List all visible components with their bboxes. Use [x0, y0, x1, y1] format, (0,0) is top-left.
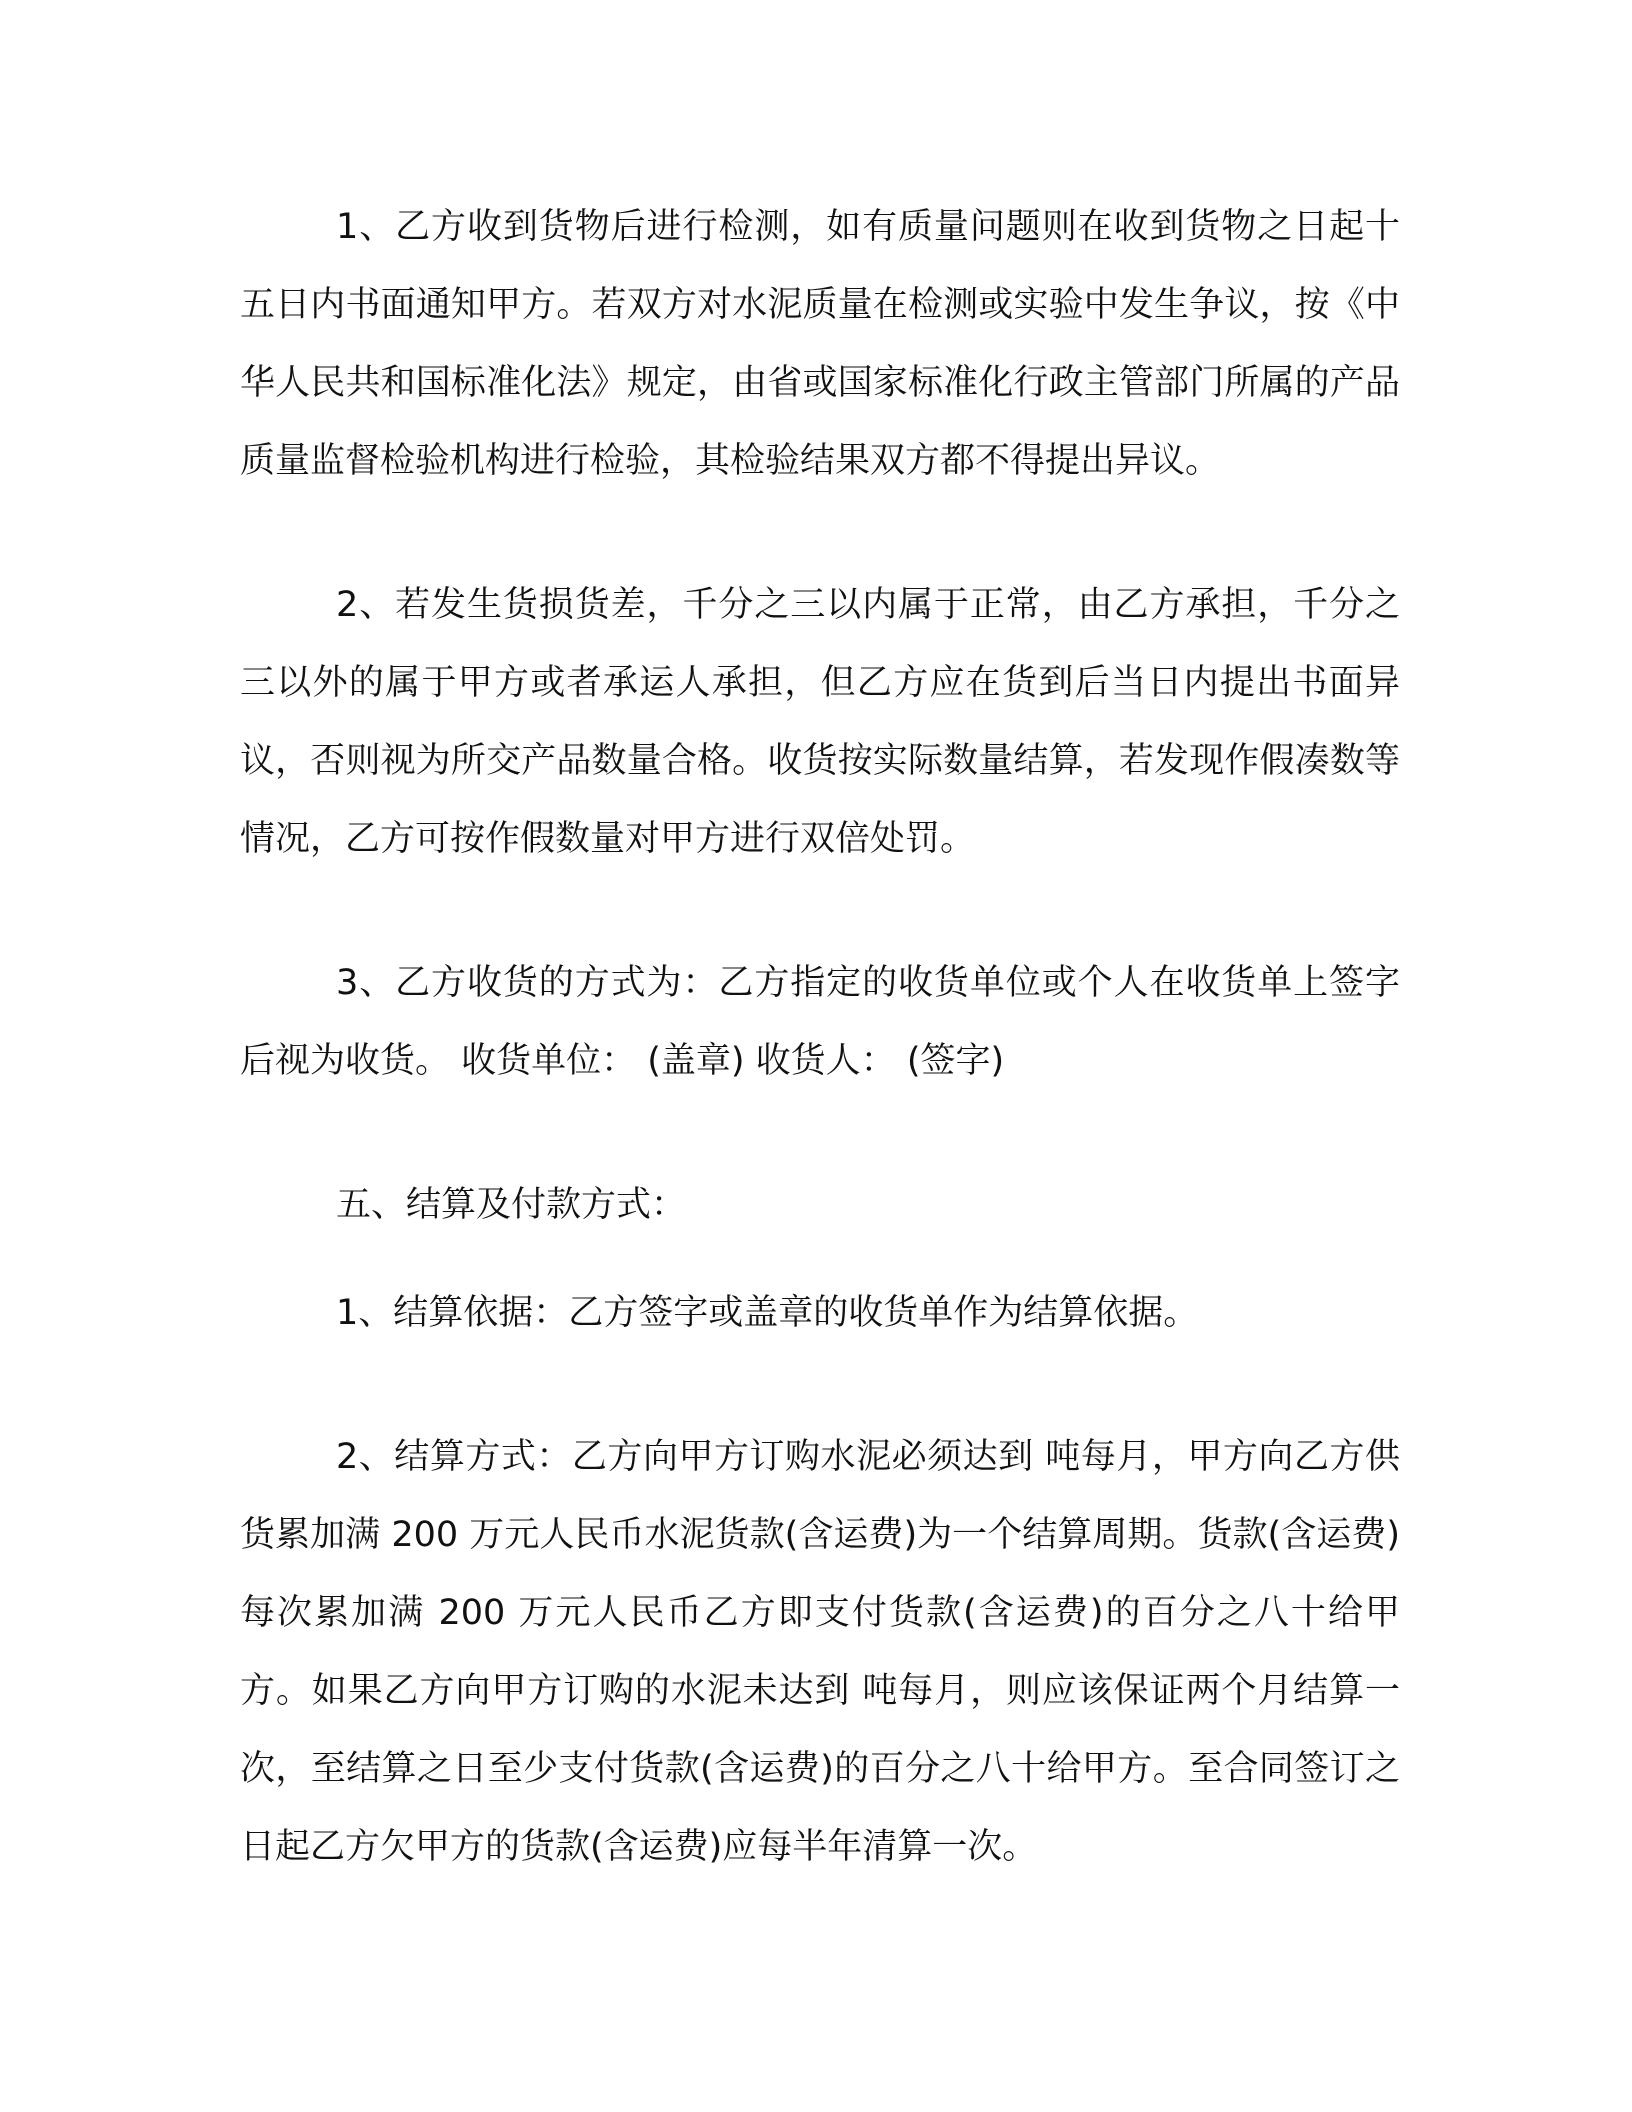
paragraph-settlement-basis: 1、结算依据：乙方签字或盖章的收货单作为结算依据。 — [336, 1293, 1199, 1333]
paragraph-quality-inspection: 1、乙方收到货物后进行检测，如有质量问题则在收到货物之日起十五日内书面通知甲方。若双方对水泥质量在检测或实验中发生争议，按《中华人民共和国标准化法》规定，由省或国家标准化行政主管部门所属的产品质量监督检验机构进行检验，其检验结果双方都不得提出异议。 — [240, 207, 1400, 481]
section-heading-settlement: 五、结算及付款方式： — [336, 1185, 687, 1225]
paragraph-settlement-method: 2、结算方式：乙方向甲方订购水泥必须达到 吨每月，甲方向乙方供货累加满 200 万元人民币水泥货款(含运费)为一个结算周期。货款(含运费)每次累加满 200 万元人民币乙方即支付货款(含运费)的百分之八十给甲方。如果乙方向甲方订购的水泥未达到 吨每月，则应该保证两个月结算一次，至结算之日至少支付货款(含运费)的百分之八十给甲方。至合同签订之日起乙方欠甲方的货款(含运费)应每半年清算一次。 — [240, 1437, 1400, 1867]
paragraph-receiving-method: 3、乙方收货的方式为：乙方指定的收货单位或个人在收货单上签字后视为收货。 收货单位： (盖章) 收货人： (签字) — [240, 963, 1400, 1081]
paragraph-cargo-loss: 2、若发生货损货差，千分之三以内属于正常，由乙方承担，千分之三以外的属于甲方或者承运人承担，但乙方应在货到后当日内提出书面异议，否则视为所交产品数量合格。收货按实际数量结算，若发现作假凑数等情况，乙方可按作假数量对甲方进行双倍处罚。 — [240, 585, 1400, 859]
document-body — [240, 188, 1400, 1952]
